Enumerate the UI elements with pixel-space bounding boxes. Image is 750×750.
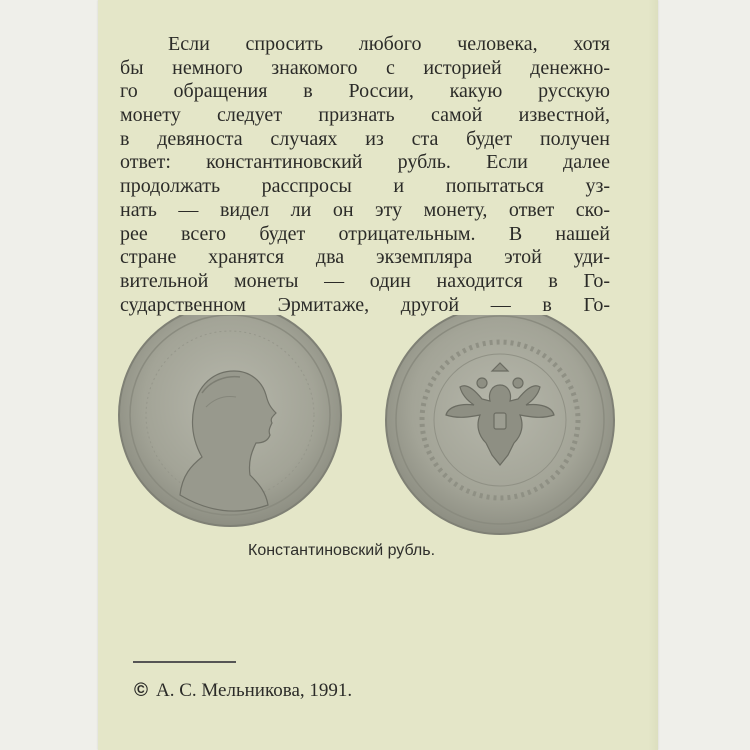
coin-obverse <box>119 315 341 526</box>
text-line: бы немного знакомого с историей денежно- <box>120 56 610 79</box>
text-line: сударственном Эрмитаже, другой — в Го- <box>120 293 610 316</box>
copyright-text: А. С. Мельникова, 1991. <box>156 680 353 701</box>
body-text <box>120 33 610 317</box>
coin-reverse <box>386 315 614 534</box>
copyright-icon: © <box>134 680 148 701</box>
text-line: рее всего будет отрицательным. В нашей <box>120 222 610 245</box>
text-line: монету следует признать самой известной, <box>120 104 610 127</box>
book-page <box>98 0 658 750</box>
text-line: продолжать расспросы и попытаться уз- <box>120 175 610 198</box>
text-line: нать — видел ли он эту монету, ответ ско- <box>120 198 610 221</box>
coin-figure <box>110 315 620 575</box>
text-line: Если спросить любого человека, хотя <box>168 33 610 55</box>
text-line: вительной монеты — один находится в Го- <box>120 269 610 292</box>
text-line: стране хранятся два экземпляра этой уди- <box>120 246 610 269</box>
copyright-line <box>134 680 352 702</box>
figure-caption: Константиновский рубль. <box>248 542 436 559</box>
text-line: го обращения в России, какую русскую <box>120 80 610 103</box>
footnote-rule <box>133 661 236 663</box>
text-line: в девяноста случаях из ста будет получен <box>120 127 610 150</box>
text-line: ответ: константиновский рубль. Если далее <box>120 151 610 174</box>
coin-illustration <box>110 315 620 535</box>
